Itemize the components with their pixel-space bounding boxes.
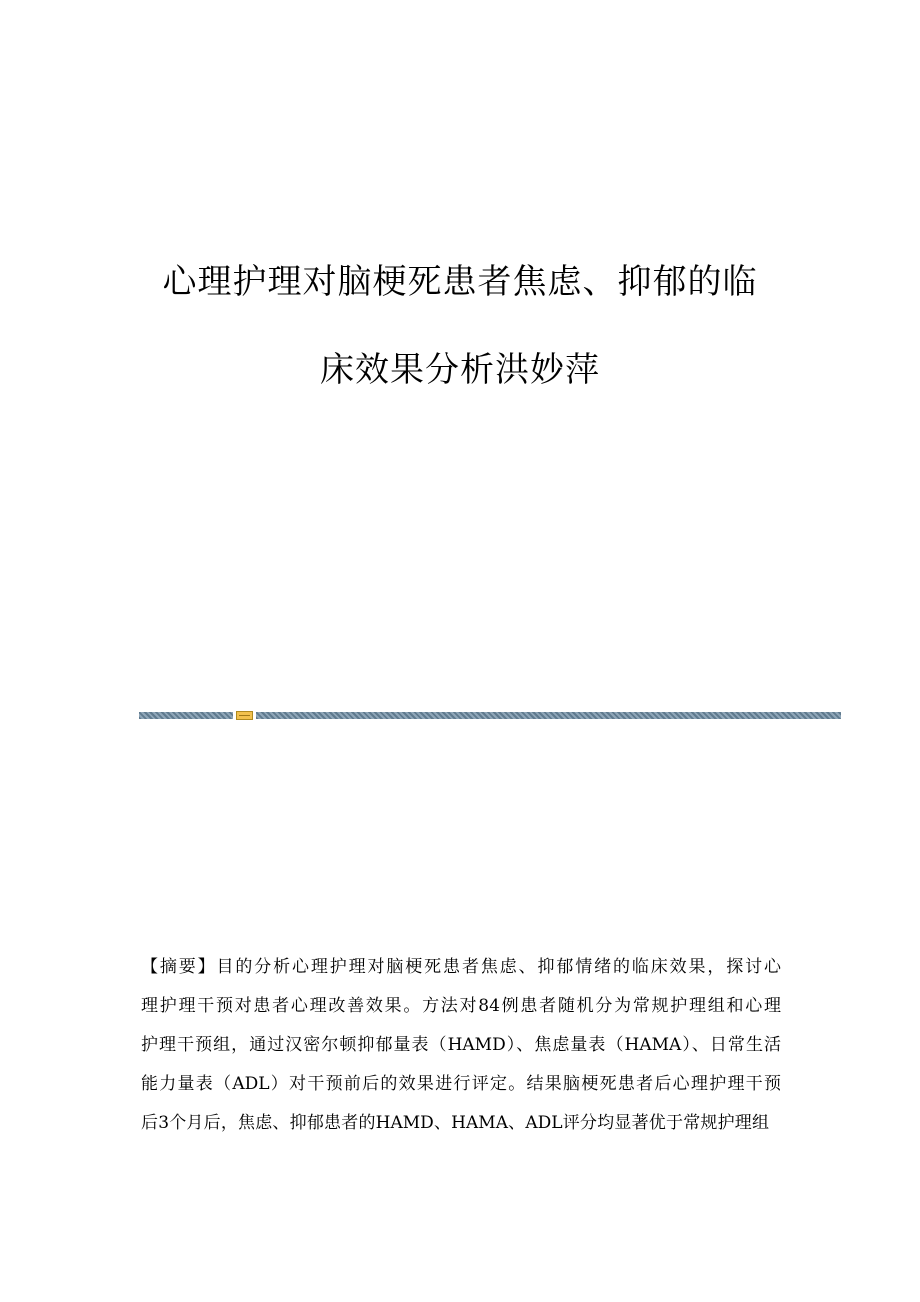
abstract-line: 理护理干预对患者心理改善效果。方法对84例患者随机分为常规护理组和心理 <box>141 996 781 1016</box>
divider-bar-left <box>139 712 233 719</box>
divider-ornament-icon <box>236 711 253 720</box>
title-line-2: 床效果分析洪妙萍 <box>320 350 600 390</box>
document-title <box>0 262 920 390</box>
abstract-line: 能力量表（ADL）对干预前后的效果进行评定。结果脑梗死患者后心理护理干预 <box>141 1074 781 1094</box>
abstract-line: 【摘要】目的分析心理护理对脑梗死患者焦虑、抑郁情绪的临床效果，探讨心 <box>141 957 781 977</box>
title-line-1: 心理护理对脑梗死患者焦虑、抑郁的临 <box>162 262 758 302</box>
abstract-line: 护理干预组，通过汉密尔顿抑郁量表（HAMD）、焦虑量表（HAMA）、日常生活 <box>141 1035 781 1055</box>
abstract-paragraph <box>141 948 791 1143</box>
decorative-divider <box>139 711 841 720</box>
abstract-line: 后3个月后，焦虑、抑郁患者的HAMD、HAMA、ADL评分均显著优于常规护理组 <box>141 1113 769 1133</box>
divider-bar-right <box>256 712 841 719</box>
